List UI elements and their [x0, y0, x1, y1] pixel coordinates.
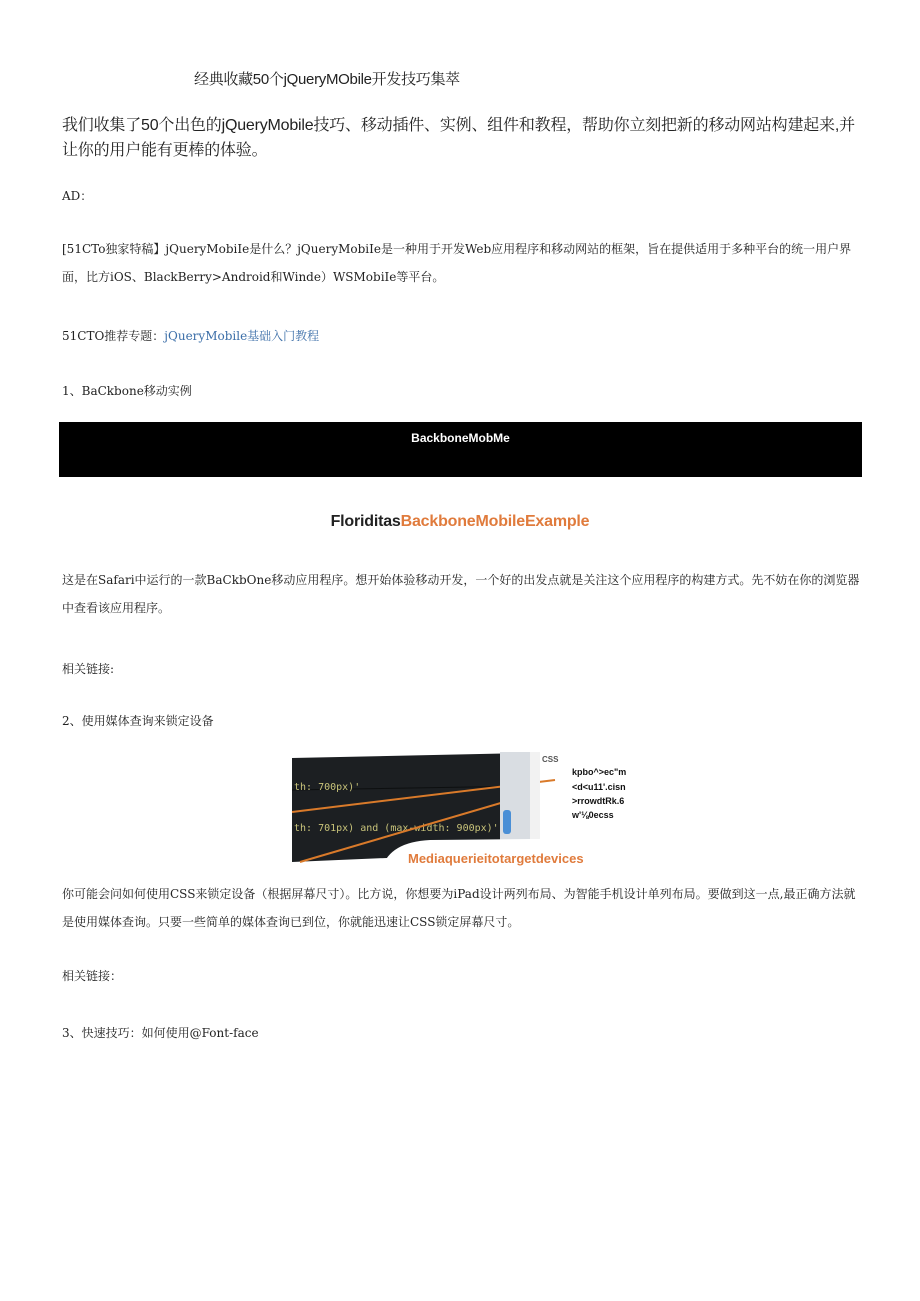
topic-line [62, 322, 862, 350]
section3-heading: 3、快速技巧：如何使用@Font-face [62, 1026, 259, 1040]
panel-line-2: <d<u11'.cisn [572, 782, 626, 792]
article-title: 经典收藏50个jQueryMObile开发技巧集萃 [194, 71, 460, 88]
section1-related: 相关链接: [62, 662, 115, 676]
ad-label: AD： [62, 189, 93, 203]
subtitle-dark: Floriditas [330, 513, 401, 530]
section1-heading: 1、BaCkbone移动实例 [62, 384, 192, 398]
media-query-illustration [290, 750, 630, 868]
subtitle-orange: BackboneMobileExample [400, 513, 590, 530]
panel-line-1: kpbo^>ec"m [572, 767, 627, 777]
media-caption: Mediaquerieitotargetdevices [408, 851, 584, 866]
backbone-subtitle [0, 513, 920, 531]
code-line-2: th: 701px) and (max-width: 900px)' [294, 823, 499, 834]
section2-heading: 2、使用媒体查询来锁定设备 [62, 714, 214, 728]
section2-description: 你可能会问如何使用CSS来锁定设备（根据屏幕尺寸）。比方说，你想要为iPad设计两列布局、为智能手机设计单列布局。要做到这一点,最正确方法就是使用媒体查询。只要一些简单的媒体查询已到位，你就能迅速让CSS锁定屏幕尺寸。 [62, 887, 856, 929]
section1-description: 这是在Safari中运行的一款BaCkbOne移动应用程序。想开始体验移动开发，一个好的出发点就是关注这个应用程序的构建方式。先不妨在你的浏览器中查看该应用程序。 [62, 573, 860, 615]
backbone-banner [59, 422, 862, 477]
exclusive-paragraph: [51CTo独家特稿】jQueryMobiIe是什么？jQueryMobiIe是一种用于开发Web应用程序和移动网站的框架，旨在提供适用于多种平台的统一用户界面，比方iOS、BlackBerry>Android和Winde）WSMobiIe等平台。 [62, 242, 852, 284]
code-line-1: th: 700px)' [294, 782, 361, 793]
topic-prefix: 51CTO推荐专题： [62, 329, 165, 343]
section2-related: 相关链接： [62, 969, 123, 983]
css-label: CSS [542, 755, 559, 764]
intro-paragraph: 我们收集了50个出色的jQueryMobile技巧、移动插件、实例、组件和教程，帮助你立刻把新的移动网站构建起来,并让你的用户能有更棒的体验。 [62, 117, 855, 159]
panel-line-4: w'⅛0ecss [572, 810, 614, 820]
topic-link[interactable]: jQueryMobile基础入门教程 [164, 329, 320, 343]
media-query-image [290, 750, 630, 868]
banner-text: BackboneMobMe [411, 431, 510, 445]
panel-line-3: >rrowdtRk.6 [572, 796, 625, 806]
